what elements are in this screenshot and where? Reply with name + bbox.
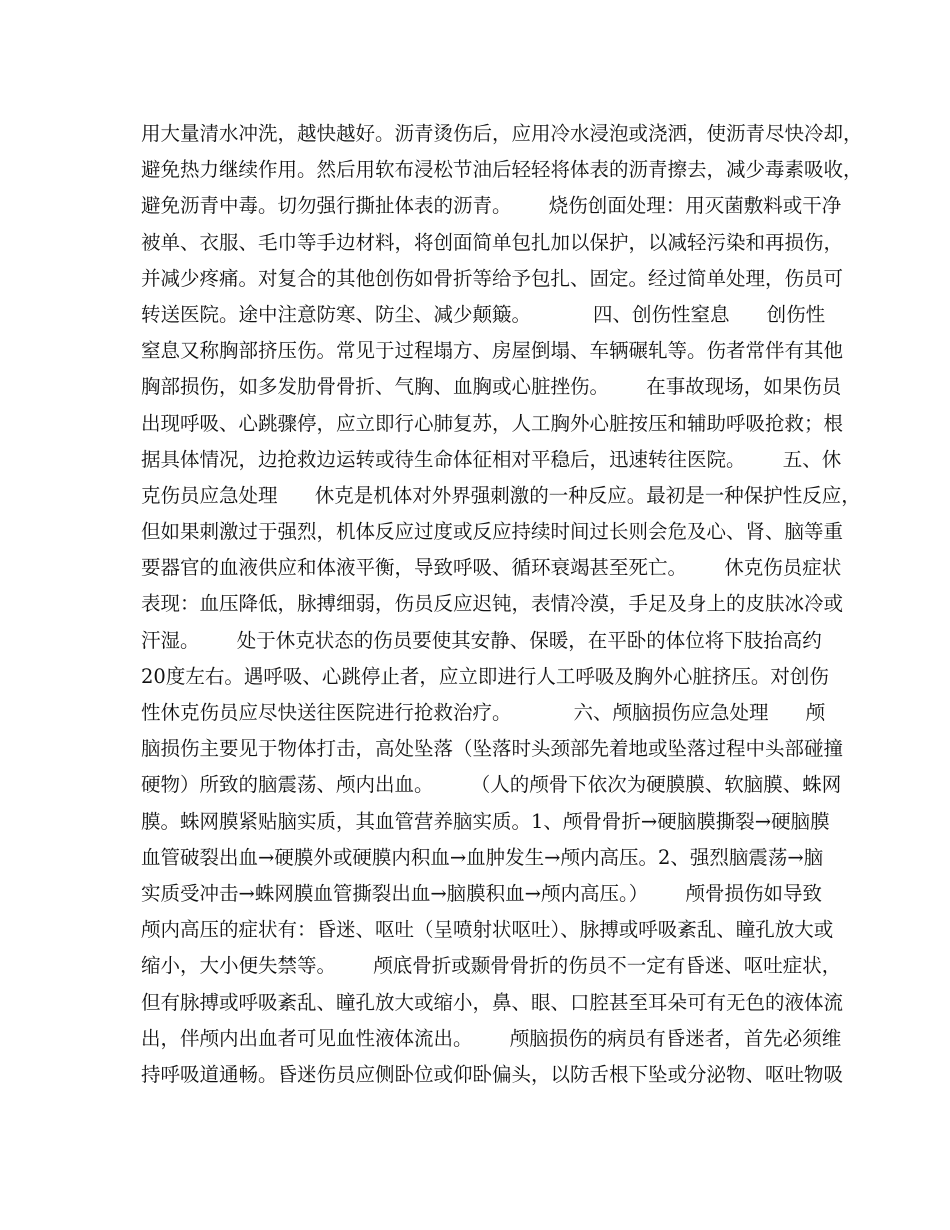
- text-line: 实质受冲击→蛛网膜血管撕裂出血→脑膜积血→颅内高压。） 颅骨损伤如导致: [141, 881, 822, 905]
- text-line: 但如果刺激过于强烈，机体反应过度或反应持续时间过长则会危及心、肾、脑等重: [141, 520, 844, 544]
- text-line: 并减少疼痛。对复合的其他创伤如骨折等给予包扎、固定。经过简单处理，伤员可: [141, 266, 844, 290]
- text-line: 克伤员应急处理 休克是机体对外界强刺激的一种反应。最初是一种保护性反应，: [141, 483, 861, 507]
- text-line: 要器官的血液供应和体液平衡，导致呼吸、循环衰竭甚至死亡。 休克伤员症状: [141, 556, 842, 580]
- text-line: 血管破裂出血→硬膜外或硬膜内积血→血肿发生→颅内高压。2、强烈脑震荡→脑: [141, 845, 824, 869]
- text-line: 膜。蛛网膜紧贴脑实质，其血管营养脑实质。1、颅骨骨折→硬脑膜撕裂→硬脑膜: [141, 809, 830, 833]
- text-line: 脑损伤主要见于物体打击，高处坠落（坠落时头颈部先着地或坠落过程中头部碰撞: [141, 737, 844, 761]
- text-line: 硬物）所致的脑震荡、颅内出血。 （人的颅骨下依次为硬膜膜、软脑膜、蛛网: [141, 773, 842, 797]
- text-line: 缩小，大小便失禁等。 颅底骨折或颞骨骨折的伤员不一定有昏迷、呕吐症状，: [141, 954, 842, 978]
- text-line: 胸部损伤，如多发肋骨骨折、气胸、血胸或心脏挫伤。 在事故现场，如果伤员: [141, 375, 842, 399]
- text-line: 出现呼吸、心跳骤停，应立即行心肺复苏，人工胸外心脏按压和辅助呼吸抢救；根: [141, 411, 844, 435]
- text-line: 窒息又称胸部挤压伤。常见于过程塌方、房屋倒塌、车辆碾轧等。伤者常伴有其他: [141, 339, 844, 363]
- text-line: 用大量清水冲洗，越快越好。沥青烫伤后，应用冷水浸泡或浇洒，使沥青尽快冷却，: [141, 122, 863, 145]
- text-line: 转送医院。途中注意防寒、防尘、减少颠簸。 四、创伤性窒息 创伤性: [141, 302, 826, 326]
- text-line: 颅内高压的症状有：昏迷、呕吐（呈喷射状呕吐）、脉搏或呼吸紊乱、瞳孔放大或: [141, 918, 834, 942]
- text-line: 性休克伤员应尽快送往医院进行抢救治疗。 六、颅脑损伤应急处理 颅: [141, 701, 826, 724]
- text-line: 20度左右。遇呼吸、心跳停止者，应立即进行人工呼吸及胸外心脏挤压。对创伤: [141, 664, 829, 688]
- text-line: 避免沥青中毒。切勿强行撕扯体表的沥青。 烧伤创面处理：用灭菌敷料或干净: [141, 194, 842, 218]
- text-line: 出，伴颅内出血者可见血性液体流出。 颅脑损伤的病员有昏迷者，首先必须维: [141, 1026, 842, 1050]
- text-line: 但有脉搏或呼吸紊乱、瞳孔放大或缩小，鼻、眼、口腔甚至耳朵可有无色的液体流: [141, 990, 844, 1014]
- body-text: [141, 116, 863, 1093]
- text-line: 表现：血压降低，脉搏细弱，伤员反应迟钝，表情冷漠，手足及身上的皮肤冰冷或: [141, 592, 844, 616]
- text-line: 据具体情况，边抢救边运转或待生命体征相对平稳后，迅速转往医院。 五、休: [141, 447, 842, 471]
- text-line: 汗湿。 处于休克状态的伤员要使其安静、保暖，在平卧的体位将下肢抬高约: [141, 628, 822, 652]
- text-line: 被单、衣服、毛巾等手边材料，将创面简单包扎加以保护，以减轻污染和再损伤，: [141, 230, 844, 254]
- text-line: 避免热力继续作用。然后用软布浸松节油后轻轻将体表的沥青擦去，减少毒素吸收，: [141, 158, 863, 182]
- text-line: 持呼吸道通畅。昏迷伤员应侧卧位或仰卧偏头，以防舌根下坠或分泌物、呕吐物吸: [141, 1062, 844, 1086]
